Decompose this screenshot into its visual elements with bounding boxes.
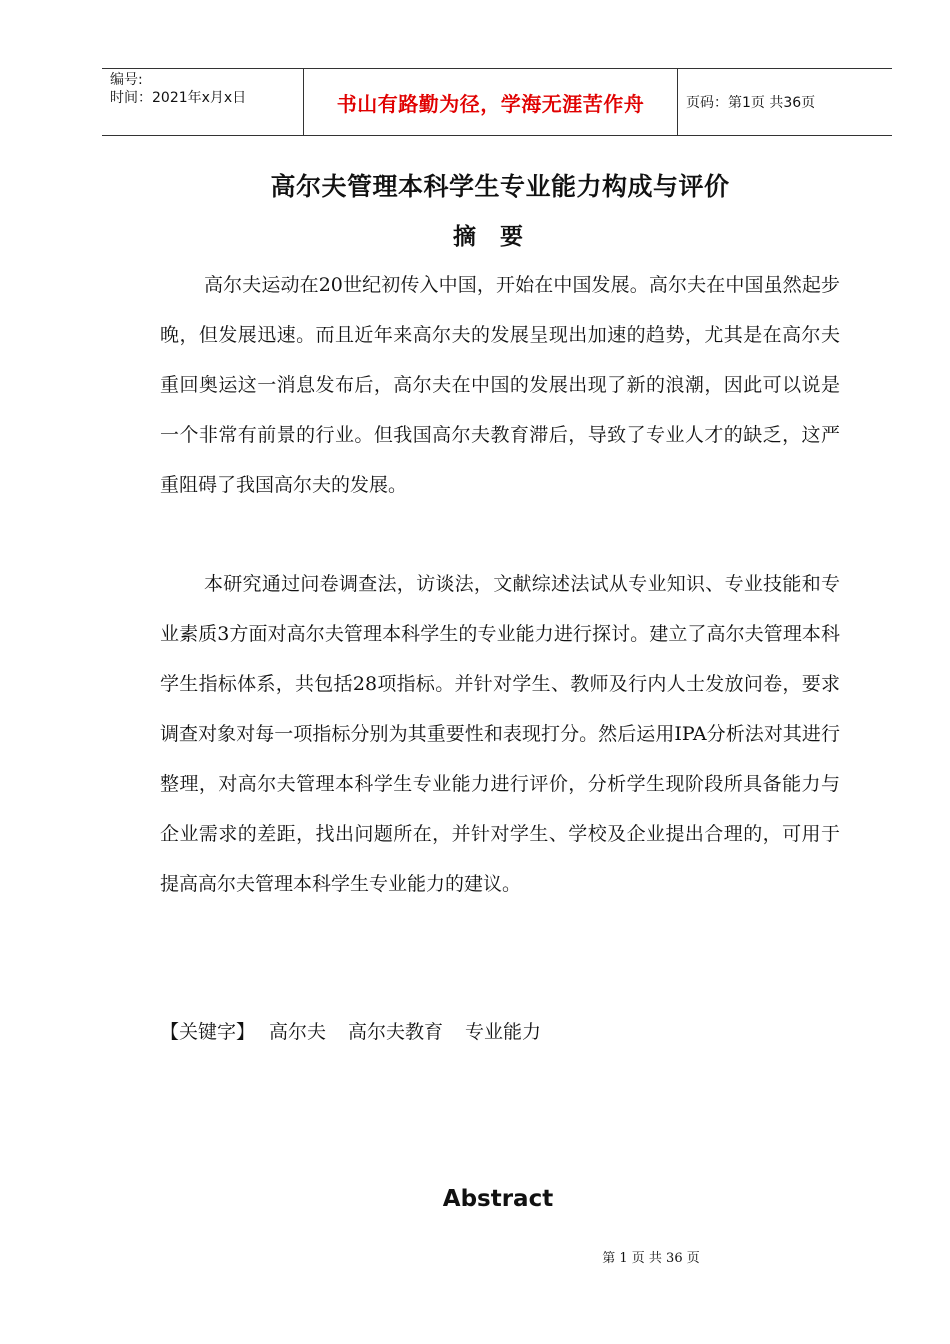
keyword-item: 高尔夫 [269,1021,327,1043]
time-label: 时间：2021年x月x日 [110,90,247,106]
keywords-label: 【关键字】 [160,1021,256,1043]
keywords-line [160,1012,563,1052]
english-abstract-heading: Abstract [442,1186,554,1212]
header-page-info: 页码：第1页 共36页 [686,95,816,111]
keyword-item: 高尔夫教育 [348,1021,444,1043]
keyword-item: 专业能力 [465,1021,542,1043]
document-title: 高尔夫管理本科学生专业能力构成与评价 [270,172,730,201]
document-header [102,68,892,136]
header-motto: 书山有路勤为径，学海无涯苦作舟 [304,69,678,135]
page-footer: 第 1 页 共 36 页 [602,1251,700,1266]
abstract-paragraph-1: 高尔夫运动在20世纪初传入中国，开始在中国发展。高尔夫在中国虽然起步晚，但发展迅速。而且近年来高尔夫的发展呈现出加速的趋势，尤其是在高尔夫重回奥运这一消息发布后，高尔夫在中国的发展出现了新的浪潮，因此可以说是一个非常有前景的行业。但我国高尔夫教育滞后，导致了专业人才的缺乏，这严重阻碍了我国高尔夫的发展。 [160,274,840,496]
abstract-paragraph-2: 本研究通过问卷调查法，访谈法，文献综述法试从专业知识、专业技能和专业素质3方面对高尔夫管理本科学生的专业能力进行探讨。建立了高尔夫管理本科学生指标体系，共包括28项指标。并针对学生、教师及行内人士发放问卷，要求调查对象对每一项指标分别为其重要性和表现打分。然后运用IPA分析法对其进行整理，对高尔夫管理本科学生专业能力进行评价，分析学生现阶段所具备能力与企业需求的差距，找出问题所在，并针对学生、学校及企业提出合理的，可用于提高高尔夫管理本科学生专业能力的建议。 [160,573,840,895]
number-label: 编号: [110,72,143,88]
abstract-heading: 摘要 [453,224,547,250]
header-meta-cell [102,69,304,135]
